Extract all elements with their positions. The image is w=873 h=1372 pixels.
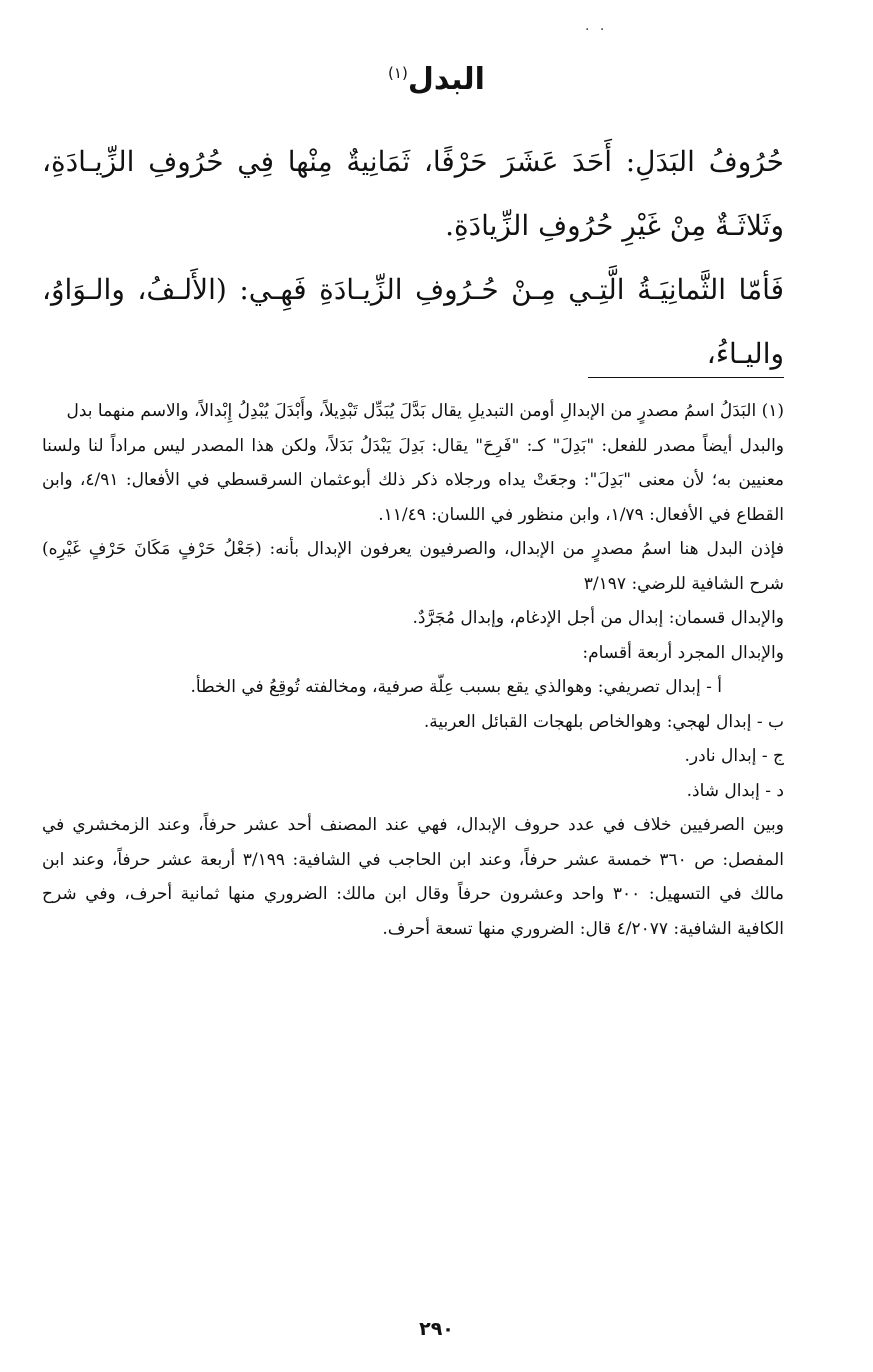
footnote-line: (١) البَدَلُ اسمُ مصدرٍ من الإبدالِ أومن التبديلِ يقال بَدَّلَ يُبَدِّل تَبْدِيلاً، وأَبْدَلَ يُبْدِلُ إِبْدالاً، والاسم منهما بدل — [66, 401, 784, 421]
footnote-line: والإبدال قسمان: إبدال من أجل الإدغام، وإبدال مُجَرَّدٌ. — [412, 608, 784, 628]
title-text: البدل — [407, 62, 485, 97]
footnote-line: وبين الصرفيين خلاف في عدد حروف الإبدال، فهي عند المصنف أحد عشر حرفاً، وعند الزمخشري في المفصل: ص ٣٦٠ خمسة عشر حرفاً، وعند ابن الحاجب في الشافية: ٣/١٩٩ أربعة عشر حرفاً، وعند ابن مالك في التسهيل: ٣٠٠ واحد وعشرون حرفاً وقال ابن مالك: الضروري منها ثمانية أحرف، وفي شرح الكافية الشافية: ٤/٢٠٧٧ قال: الضروري منها تسعة أحرف. — [42, 815, 784, 939]
main-text — [42, 130, 784, 386]
footnote-line: والإبدال المجرد أربعة أقسام: — [582, 642, 784, 663]
footnote-line: فإذن البدل هنا اسمُ مصدرٍ من الإبدال، والصرفيون يعرفون الإبدال بأنه: (جَعْلُ حَرْفٍ مَكَانَ حَرْفٍ غَيْرِه) شرح الشافية للرضي: ٣/١٩٧ — [42, 539, 784, 594]
title-footnote-mark: (١) — [388, 64, 408, 82]
main-paragraph: حُرُوفُ البَدَلِ: أَحَدَ عَشَرَ حَرْفًا، ثَمَانِيةٌ مِنْها فِي حُرُوفِ الزِّيـادَةِ، وثَلاثَـةٌ مِنْ غَيْرِ حُرُوفِ الزِّيادَةِ. — [42, 145, 784, 242]
footnote-line: والبدل أيضاً مصدر للفعل: "بَدِلَ" كـ: "فَرِحَ" يقال: بَدِلَ يَبْدَلُ بَدَلاً، ولكن هذا المصدر ليس مراداً لنا ولسنا معنيين به؛ لأن معنى "بَدِلَ": وجعَتْ يداه ورجلاه ذكر ذلك أبوعثمان السرقسطي في الأفعال: ٤/٩١، وابن القطاع في الأفعال: ١/٧٩، وابن منظور في اللسان: ١١/٤٩. — [42, 435, 784, 525]
top-dots: . . — [585, 18, 608, 34]
footnote-separator — [588, 377, 784, 378]
footnote-list-item: د - إبدال شاذ. — [686, 780, 784, 801]
footnote-list-item: أ - إبدال تصريفي: وهوالذي يقع بسبب عِلّة صرفية، ومخالفته تُوقِعُ في الخطأ. — [190, 677, 722, 697]
footnote-list-item: ب - إبدال لهجي: وهوالخاص بلهجات القبائل العربية. — [423, 711, 784, 732]
footnotes — [42, 394, 784, 946]
main-paragraph: فَأمّا الثَّمانِيَـةُ الَّتِـي مِـنْ حُـرُوفِ الزِّيـادَةِ فَهِـي: (الأَلـفُ، والـوَاوُ، واليـاءُ، — [42, 273, 784, 370]
page-number: ٢٩٠ — [419, 1318, 454, 1340]
footnote-list-item: ج - إبدال نادر. — [684, 746, 784, 766]
page-title — [0, 62, 873, 97]
